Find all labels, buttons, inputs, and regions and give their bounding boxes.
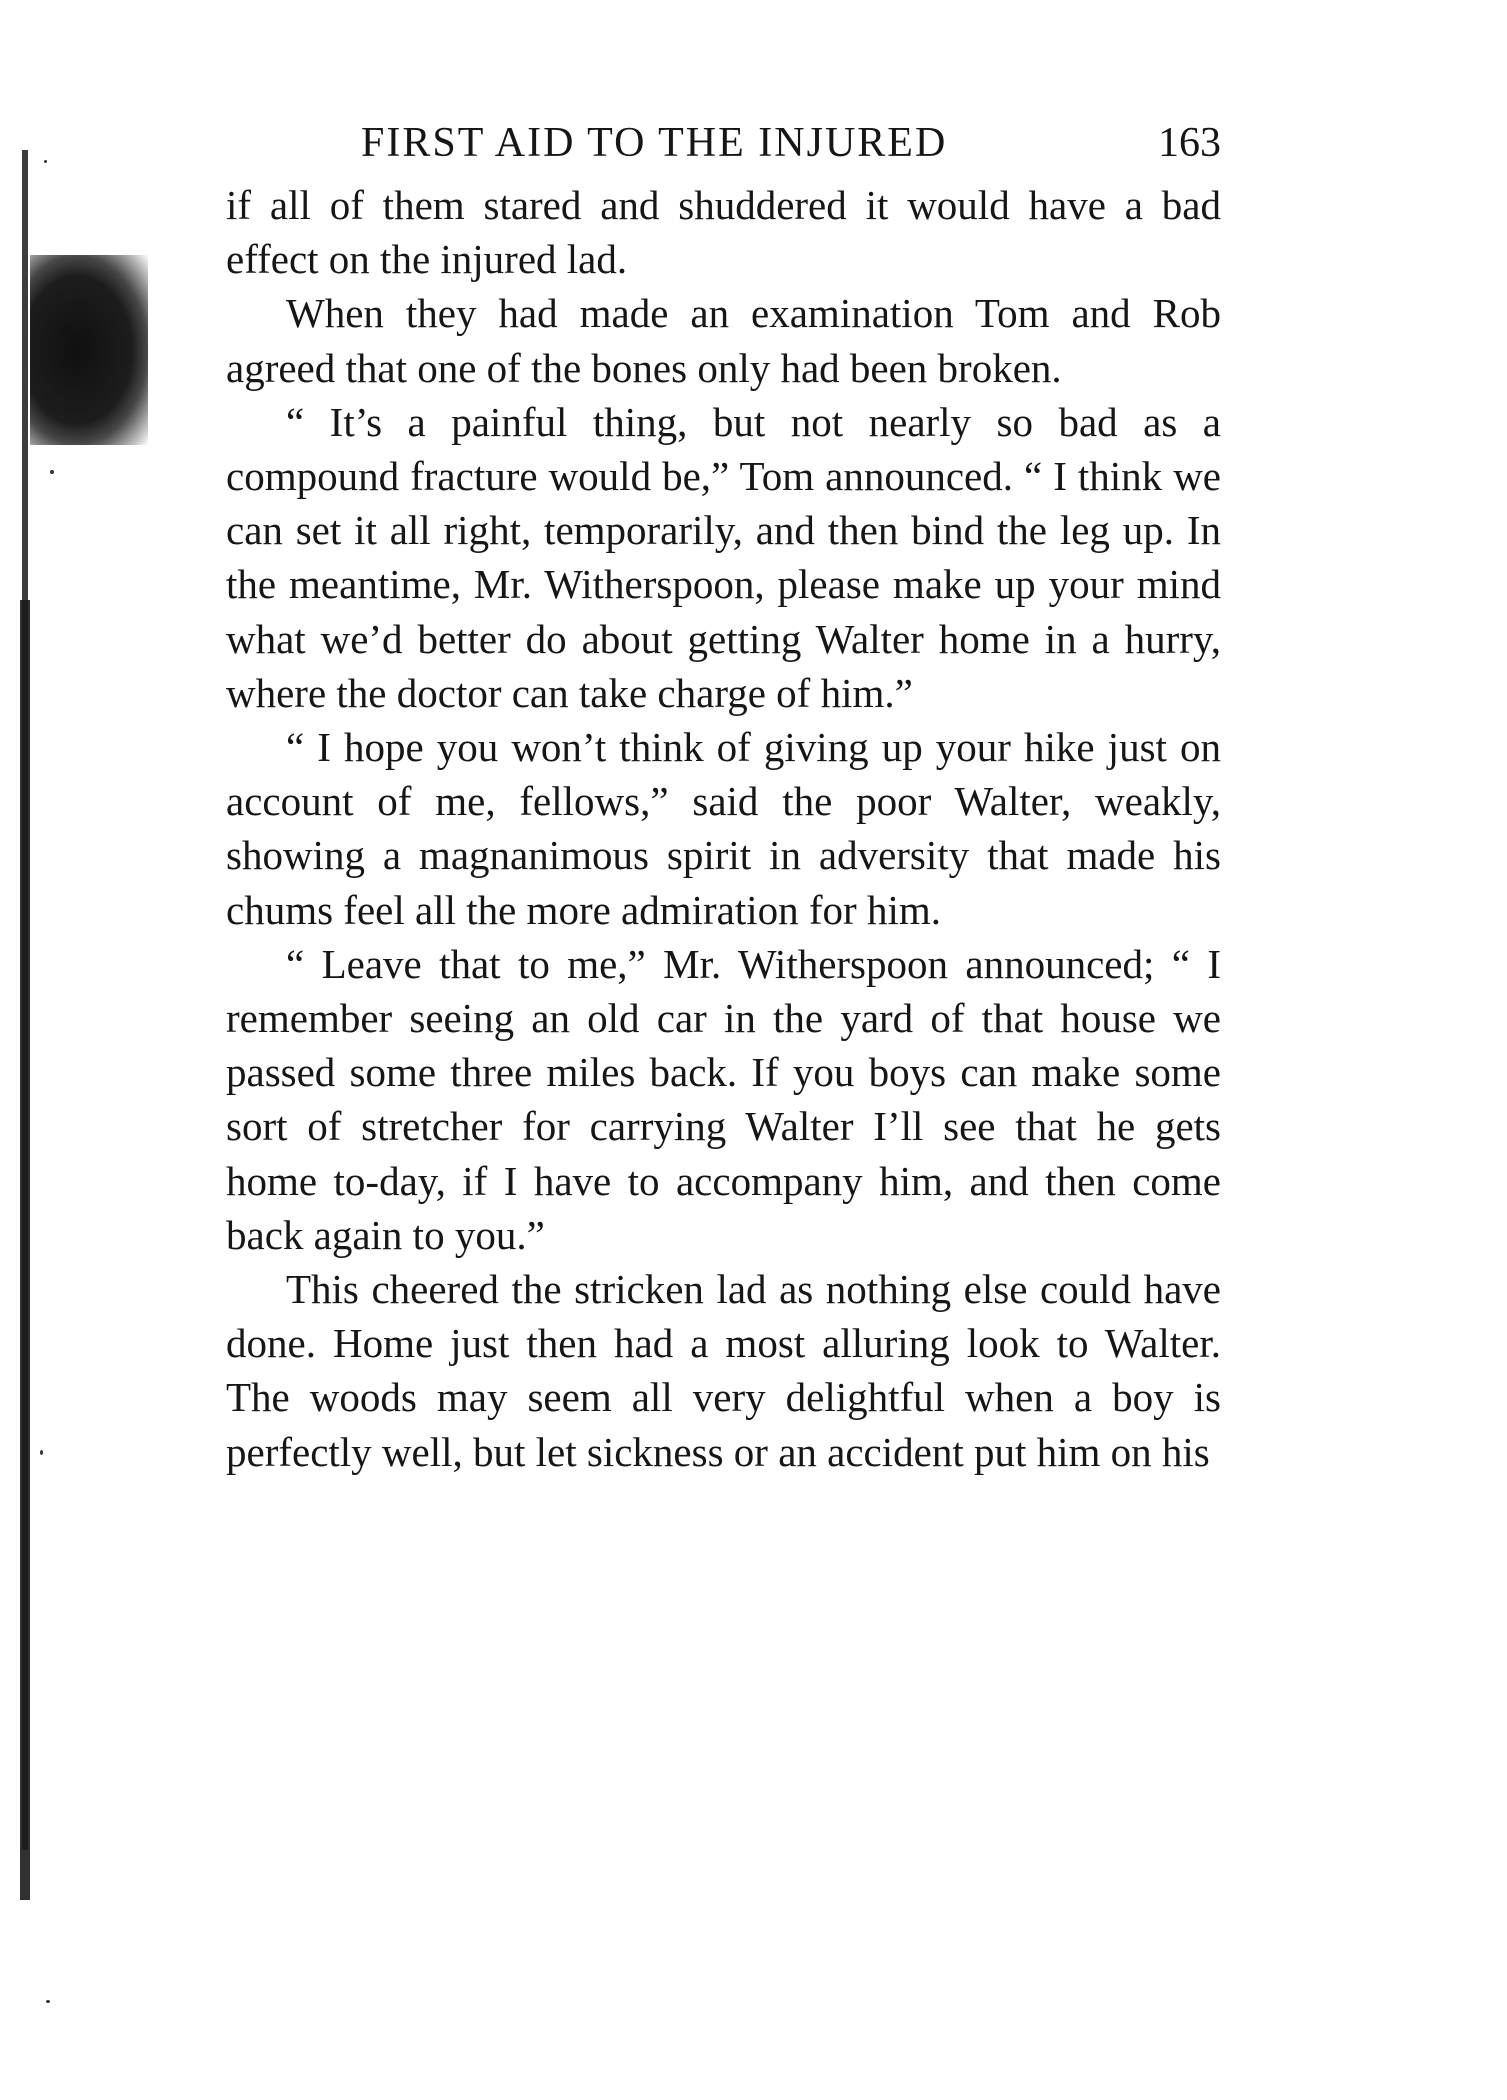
book-page bbox=[226, 108, 1221, 1479]
scan-speck bbox=[40, 1450, 43, 1455]
paragraph: if all of them stared and shuddered it would have a bad effect on the injured lad. bbox=[226, 182, 1221, 283]
ink-blot bbox=[30, 255, 148, 445]
body-text bbox=[226, 178, 1221, 1479]
paragraph: “ It’s a painful thing, but not nearly so bad as a compound fracture would be,” Tom announced. “ I think we can set it all right, temporarily, and then bind the leg up. In the meantime, Mr. Witherspoon, please make up your mind what we’d better do about getting Walter home in a hurry, where the doctor can take charge of him.” bbox=[226, 398, 1221, 716]
page-number: 163 bbox=[1158, 120, 1221, 166]
paragraph: “ I hope you won’t think of giving up your hike just on account of me, fellows,” said the poor Walter, weakly, showing a magnanimous spirit in adversity that made his chums feel all the more admiration for him. bbox=[226, 724, 1221, 933]
running-head bbox=[226, 108, 1221, 178]
scan-speck bbox=[50, 470, 54, 474]
scan-speck bbox=[44, 160, 47, 163]
scan-speck bbox=[46, 2000, 50, 2003]
paragraph: This cheered the stricken lad as nothing else could have done. Home just then had a most alluring look to Walter. The woods may seem all very delightful when a boy is perfectly well, but let sickness or an accident put him on his bbox=[226, 1266, 1221, 1475]
scan-gutter-shadow bbox=[0, 0, 70, 2100]
paragraph: “ Leave that to me,” Mr. Witherspoon announced; “ I remember seeing an old car in the yard of that house we passed some three miles back. If you boys can make some sort of stretcher for carrying Walter I’ll see that he gets home to-day, if I have to accompany him, and then come back again to you.” bbox=[226, 940, 1221, 1258]
binding-edge-line-dark bbox=[20, 600, 30, 1900]
paragraph: When they had made an examination Tom and Rob agreed that one of the bones only had been broken. bbox=[226, 290, 1221, 391]
chapter-title: FIRST AID TO THE INJURED bbox=[361, 120, 948, 166]
